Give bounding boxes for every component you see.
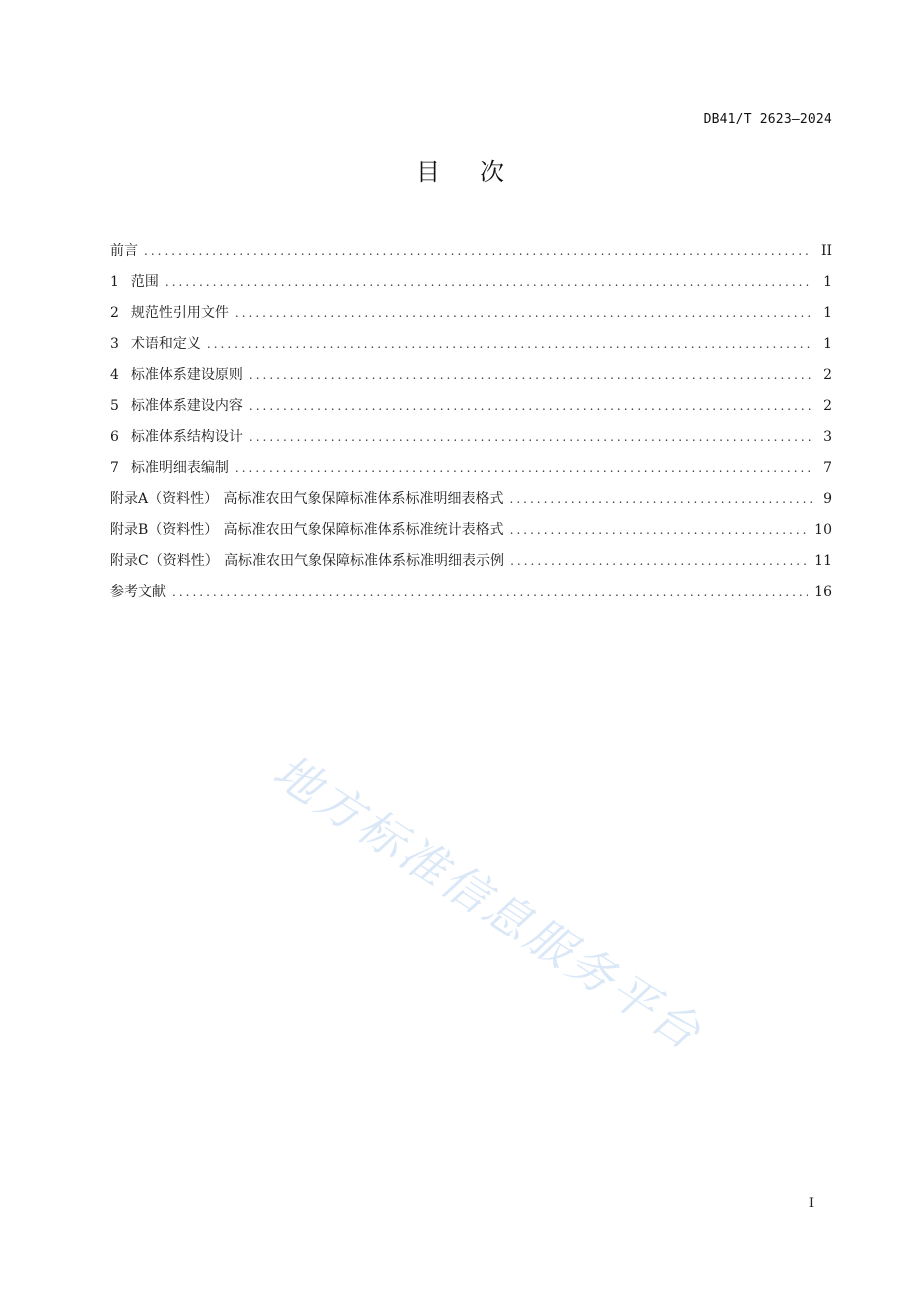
toc-title: 高标准农田气象保障标准体系标准统计表格式 [223,522,504,538]
toc-title: 高标准农田气象保障标准体系标准明细表格式 [223,491,504,507]
toc-leader-dots [510,515,809,546]
toc-entry-content[interactable] [110,391,832,422]
toc-leader-dots [510,484,812,515]
toc-title: 术语和定义 [130,336,201,352]
toc-title: 标准明细表编制 [130,460,229,476]
toc-title: 标准体系结构设计 [130,429,243,445]
toc-title: 参考文献 [110,584,166,600]
toc-entry-appendix-a[interactable] [110,484,832,515]
toc-title: 规范性引用文件 [130,305,229,321]
toc-title: 标准体系建设内容 [130,398,243,414]
toc-number: 1 [110,274,119,290]
toc-leader-dots [510,546,808,577]
toc-entry-scope[interactable] [110,267,832,298]
toc-page-number: 9 [823,491,832,507]
toc-leader-dots [165,267,812,298]
toc-title: 范围 [130,274,159,290]
toc-number: 7 [110,460,119,476]
toc-page-number: 11 [814,553,832,569]
toc-title: 前言 [110,243,138,259]
toc-page-number: 7 [823,460,832,476]
toc-page-number: 1 [823,336,832,352]
toc-appendix-label: 附录B（资料性） [110,522,219,538]
toc-entry-appendix-c[interactable] [110,546,832,577]
table-of-contents [110,236,832,608]
toc-page-number: 10 [814,522,832,538]
toc-number: 6 [110,429,119,445]
toc-leader-dots [144,236,812,267]
toc-page-number: 1 [823,305,832,321]
toc-leader-dots [235,453,812,484]
toc-number: 4 [110,367,119,383]
toc-appendix-label: 附录C（资料性） [110,553,219,569]
toc-leader-dots [172,577,808,608]
page-title: 目次 [416,158,544,186]
toc-page-number: II [820,243,832,259]
toc-entry-principles[interactable] [110,360,832,391]
toc-entry-detail-list[interactable] [110,453,832,484]
toc-number: 2 [110,305,119,321]
toc-appendix-label: 附录A（资料性） [110,491,219,507]
toc-leader-dots [249,422,812,453]
toc-number: 5 [110,398,119,414]
toc-page-number: 3 [823,429,832,445]
toc-number: 3 [110,336,119,352]
toc-entry-structure-design[interactable] [110,422,832,453]
toc-page-number: 2 [823,367,832,383]
watermark: 地方标准信息服务平台 [263,743,713,1062]
toc-entry-foreword[interactable] [110,236,832,267]
toc-title: 高标准农田气象保障标准体系标准明细表示例 [224,553,505,569]
toc-leader-dots [207,329,812,360]
toc-leader-dots [235,298,812,329]
toc-entry-appendix-b[interactable] [110,515,832,546]
toc-leader-dots [249,360,812,391]
toc-entry-terms-definitions[interactable] [110,329,832,360]
toc-title: 标准体系建设原则 [130,367,243,383]
page-number: I [808,1196,814,1211]
toc-leader-dots [249,391,812,422]
toc-page-number: 2 [823,398,832,414]
toc-page-number: 16 [814,584,832,600]
toc-page-number: 1 [823,274,832,290]
toc-entry-bibliography[interactable] [110,577,832,608]
toc-entry-normative-references[interactable] [110,298,832,329]
document-code: DB41/T 2623—2024 [703,112,832,127]
